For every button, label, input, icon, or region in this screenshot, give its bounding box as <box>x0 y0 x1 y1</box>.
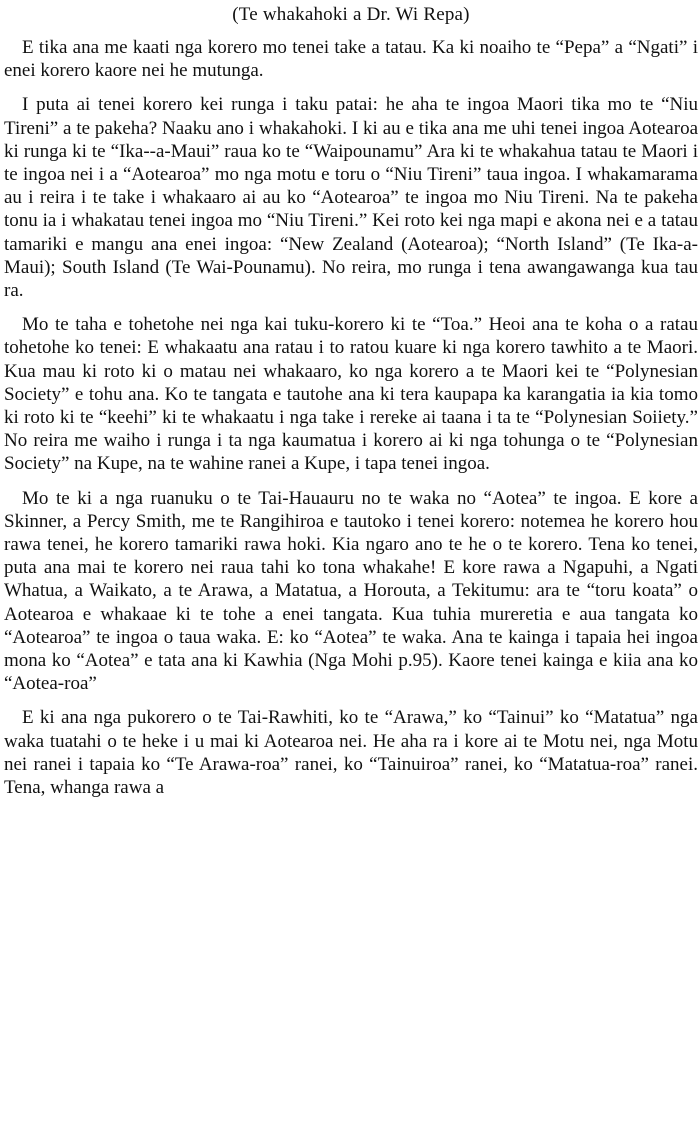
paragraph-1: E tika ana me kaati nga korero mo tenei take a tatau. Ka ki noaiho te “Pepa” a “Ngati” i enei korero kaore nei he mutunga. <box>4 37 698 82</box>
paragraph-4: Mo te ki a nga ruanuku o te Tai-Hauauru no te waka no “Aotea” te ingoa. E kore a Skinner, a Percy Smith, me te Rangihiroa e tautoko i tenei korero: notemea he korero hou rawa tenei, he korero tamariki rawa hoki. Kia ngaro ano te he o te korero. Tena ko tenei, puta ana mai te korero nei raua tahi ko tona whakahe! E kore rawa a Ngapuhi, a Ngati Whatua, a Waikato, a te Arawa, a Matatua, a Horouta, a Tekitumu: ara te “toru koata” o Aotearoa e whakaae ki te tohe a enei tangata. Kua tuhia mureretia e aua tangata ko “Aotearoa” te ingoa o taua waka. E: ko “Aotea” te waka. Ana te kainga i tapaia hei ingoa mona ko “Aotea” e tata ana ki Kawhia (Nga Mohi p.95). Kaore tenei kainga e kiia ana ko “Aotea-roa” <box>4 487 698 695</box>
paragraph-2: I puta ai tenei korero kei runga i taku patai: he aha te ingoa Maori tika mo te “Niu Tireni” a te pakeha? Naaku ano i whakahoki. I ki au e tika ana me uhi tenei ingoa Aotearoa ki runga ki te “Ika--a-Maui” raua ko te “Waipounamu” Ara ki te whakahua tatau te Maori i te ingoa nei i a “Aotearoa” mo nga motu e toru o “Niu Tireni” taua ingoa. I whakamarama au i reira i te take i whakaaro ai au ko “Aotearoa” te ingoa mo Niu Tireni. Na te pakeha tonu ia i whakatau tenei ingoa mo “Niu Tireni.” Kei roto kei nga mapi e akona nei e a tatau tamariki e mangu ana enei ingoa: “New Zealand (Aotearoa); “North Island” (Te Ika-a-Maui); South Island (Te Wai-Pounamu). No reira, mo runga i tena awangawanga kua tau ra. <box>4 94 698 302</box>
paragraph-3: Mo te taha e tohetohe nei nga kai tuku-korero ki te “Toa.” Heoi ana te koha o a ratau tohetohe ko tenei: E whakaatu ana ratau i to ratou kuare ki nga korero tawhito a te Maori. Kua mau ki roto ki o matau nei whakaaro, ko nga korero a te Maori kei te “Polynesian Society” e tohu ana. Ko te tangata e tautohe ana ki tera kaupapa ka karangatia ia kia tomo ki roto ki te “keehi” ki te whakaatu i nga take i rereke ai taana i ta te “Polynesian Soiiety.” No reira me waiho i runga i ta nga kaumatua i korero ai ki nga tohunga o te “Polynesian Society” na Kupe, na te wahine ranei a Kupe, i tapa tenei ingoa. <box>4 314 698 475</box>
page-title: (Te whakahoki a Dr. Wi Repa) <box>232 4 470 25</box>
paragraph-5: E ki ana nga pukorero o te Tai-Rawhiti, ko te “Arawa,” ko “Tainui” ko “Matatua” nga waka tuatahi o te heke i u mai ki Aotearoa nei. He aha ra i kore ai te Motu nei, nga Motu nei ranei i tapaia ko “Te Arawa-roa” ranei, ko “Tainuiroa” ranei, ko “Matatua-roa” ranei. Tena, whanga rawa a <box>4 707 698 799</box>
